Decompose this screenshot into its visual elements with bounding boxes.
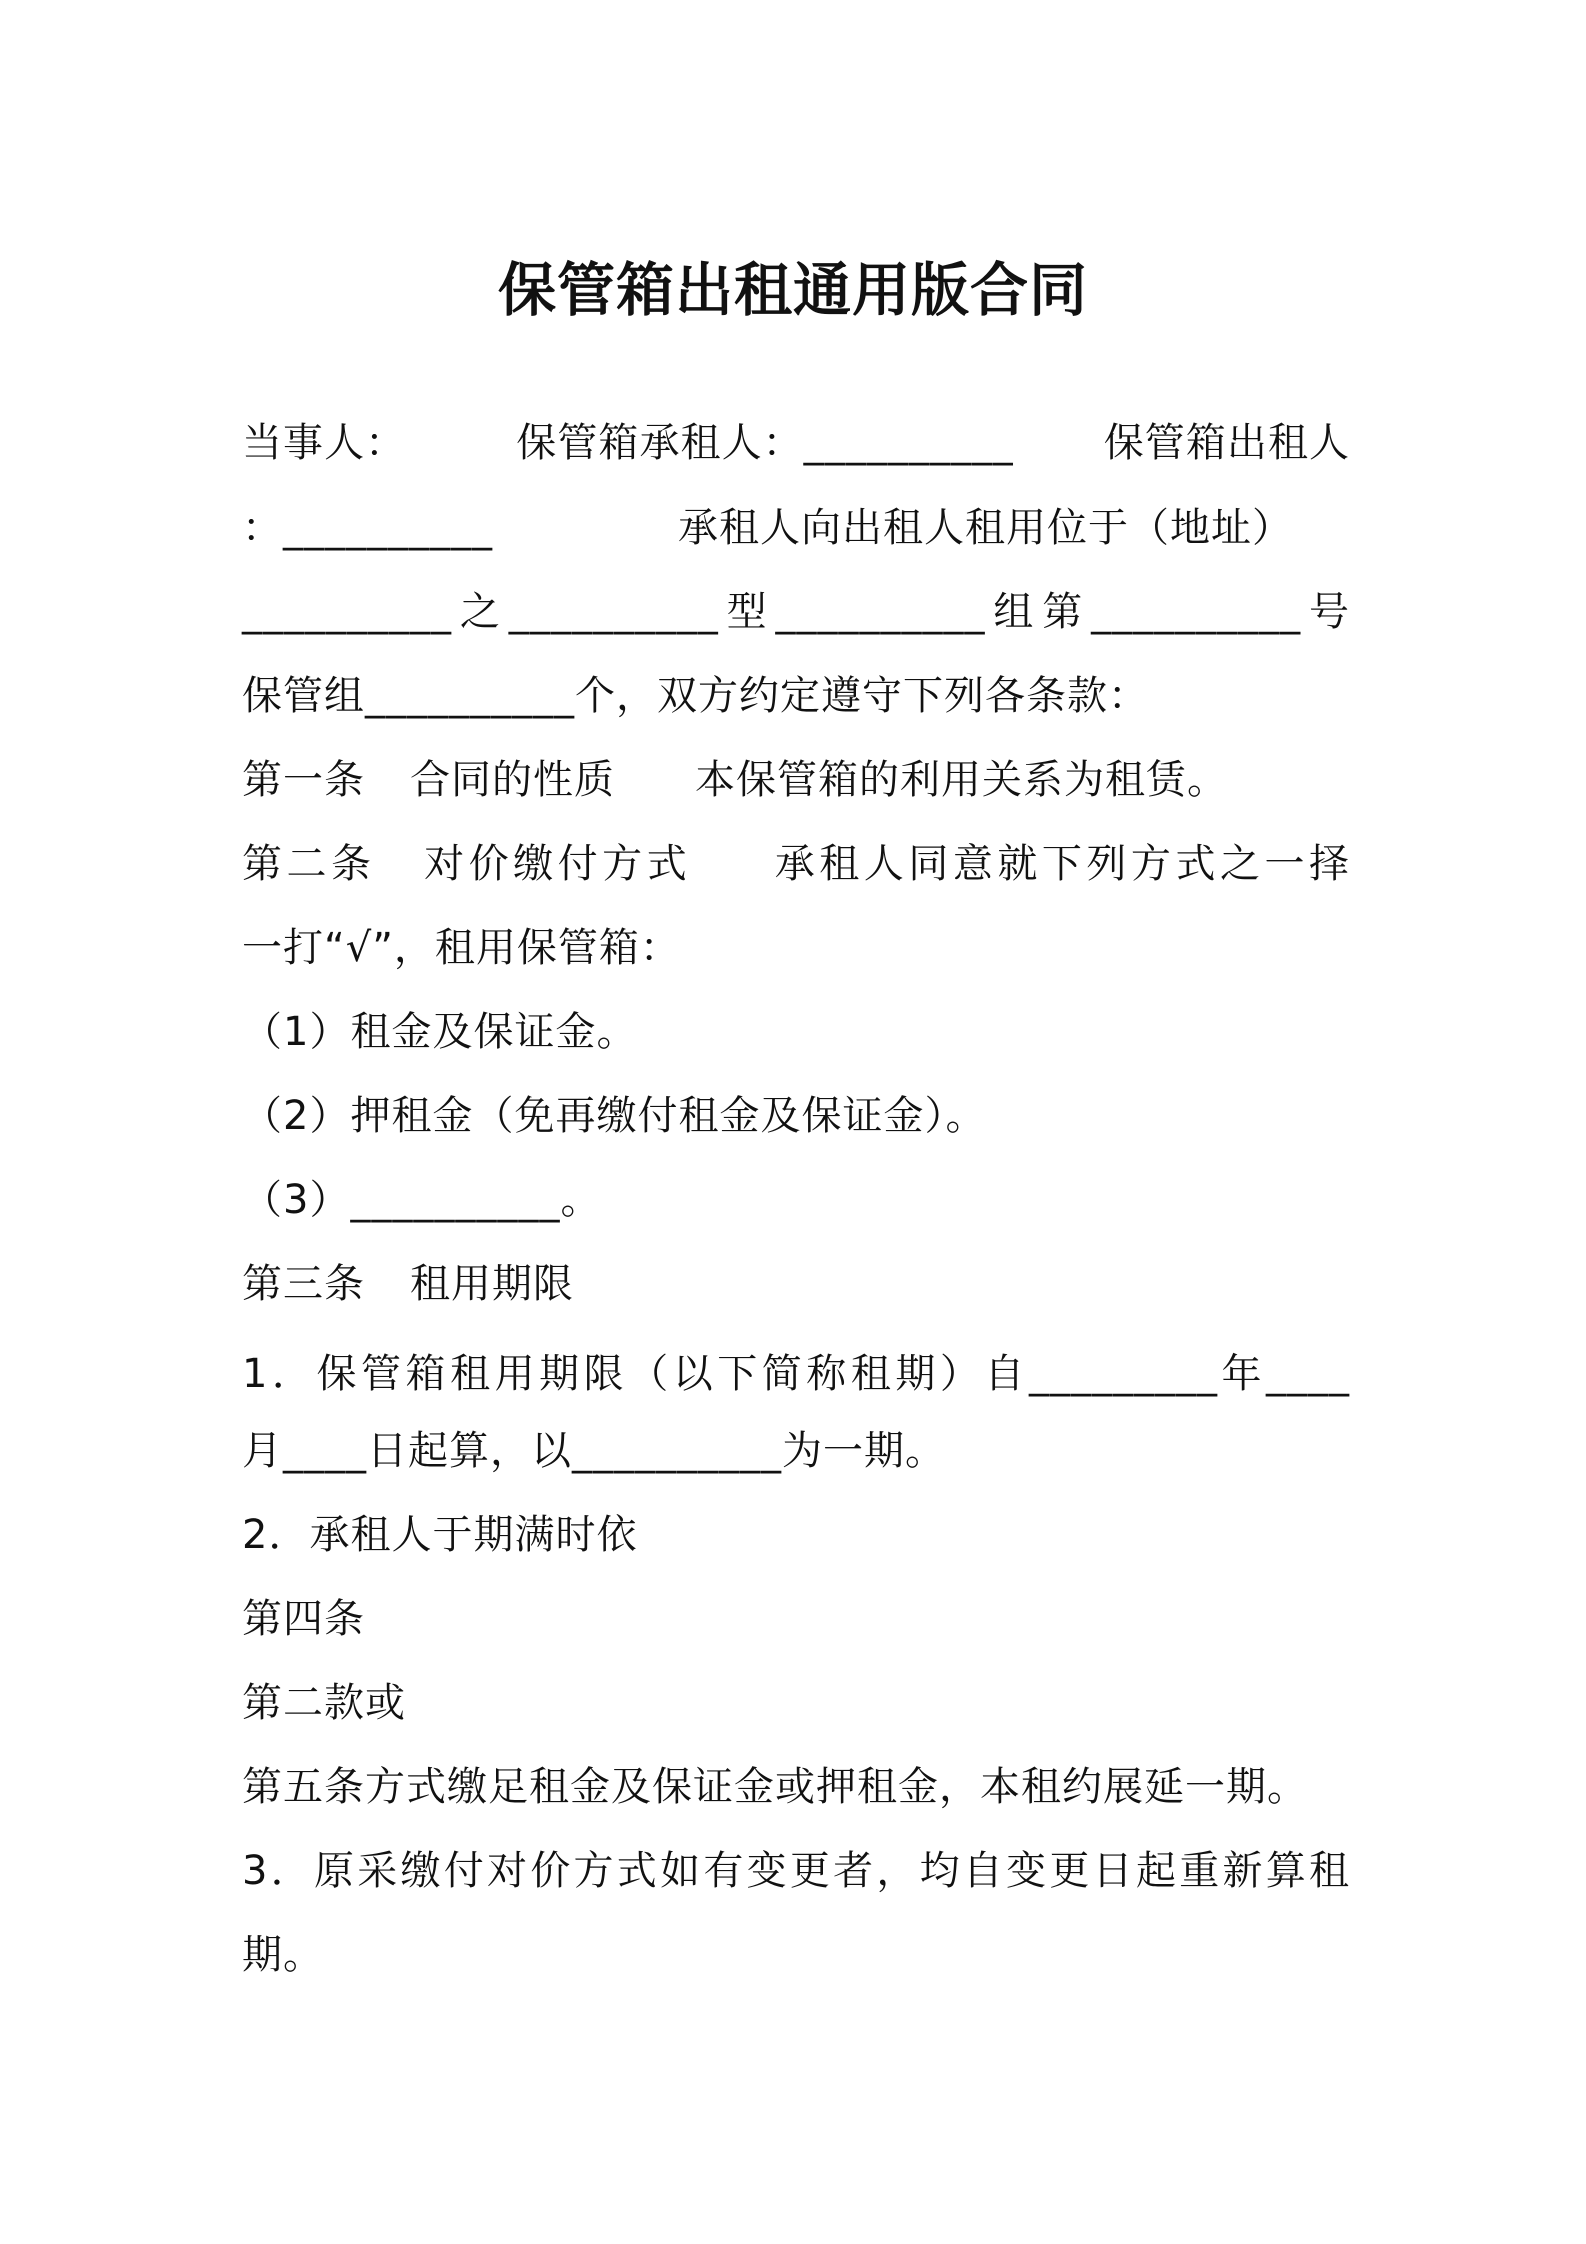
clause-1-continued: 月____日起算，以__________为一期。 [242,1428,946,1474]
article-3-number: 第三条 [242,1261,365,1307]
box-count-line: 保管组__________个，双方约定遵守下列各条款： [242,673,1149,719]
option-1: （1）租金及保证金。 [242,1009,638,1055]
lessor-field: ：__________ [242,505,493,551]
article-2-continued: 一打“√”，租用保管箱： [242,925,681,971]
article-2-line [242,836,1350,892]
clause-3-continued: 期。 [242,1932,324,1978]
article-1-number: 第一条 [242,757,365,803]
article-3-heading: 租用期限 [410,1261,574,1307]
lessor-line [242,500,1350,556]
lessor-label: 保管箱出租人 [1103,420,1351,466]
article-3-line [242,1256,1350,1312]
article-1-heading: 合同的性质 [410,757,615,803]
option-3: （3）__________。 [242,1177,602,1223]
rental-location-text: 承租人向出租人租用位于（地址） [678,505,1293,551]
clause-2-line: 2．承租人于期满时依 [242,1512,638,1558]
lessee-field: 保管箱承租人：__________ [516,420,1014,466]
parties-label: 当事人： [242,420,407,466]
clause-1-line: 1．保管箱租用期限（以下简称租期）自_________年____ [242,1351,1350,1397]
paragraph-2-ref: 第二款或 [242,1680,406,1726]
box-spec-line: __________之__________型__________组第__________号 [242,589,1350,635]
article-4-ref: 第四条 [242,1596,365,1642]
clause-3-line: 3．原采缴付对价方式如有变更者，均自变更日起重新算租 [242,1848,1350,1894]
parties-line [242,415,1350,471]
article-5-line: 第五条方式缴足租金及保证金或押租金，本租约展延一期。 [242,1764,1308,1810]
article-1-text: 本保管箱的利用关系为租赁。 [695,757,1228,803]
article-1-line [242,752,1350,808]
article-2-heading: 对价缴付方式 [420,841,692,887]
article-2-number: 第二条 [242,841,376,887]
option-2: （2）押租金（免再缴付租金及保证金）。 [242,1093,987,1139]
document-title: 保管箱出租通用版合同 [497,256,1088,324]
article-2-text: 承租人同意就下列方式之一择 [771,841,1351,887]
